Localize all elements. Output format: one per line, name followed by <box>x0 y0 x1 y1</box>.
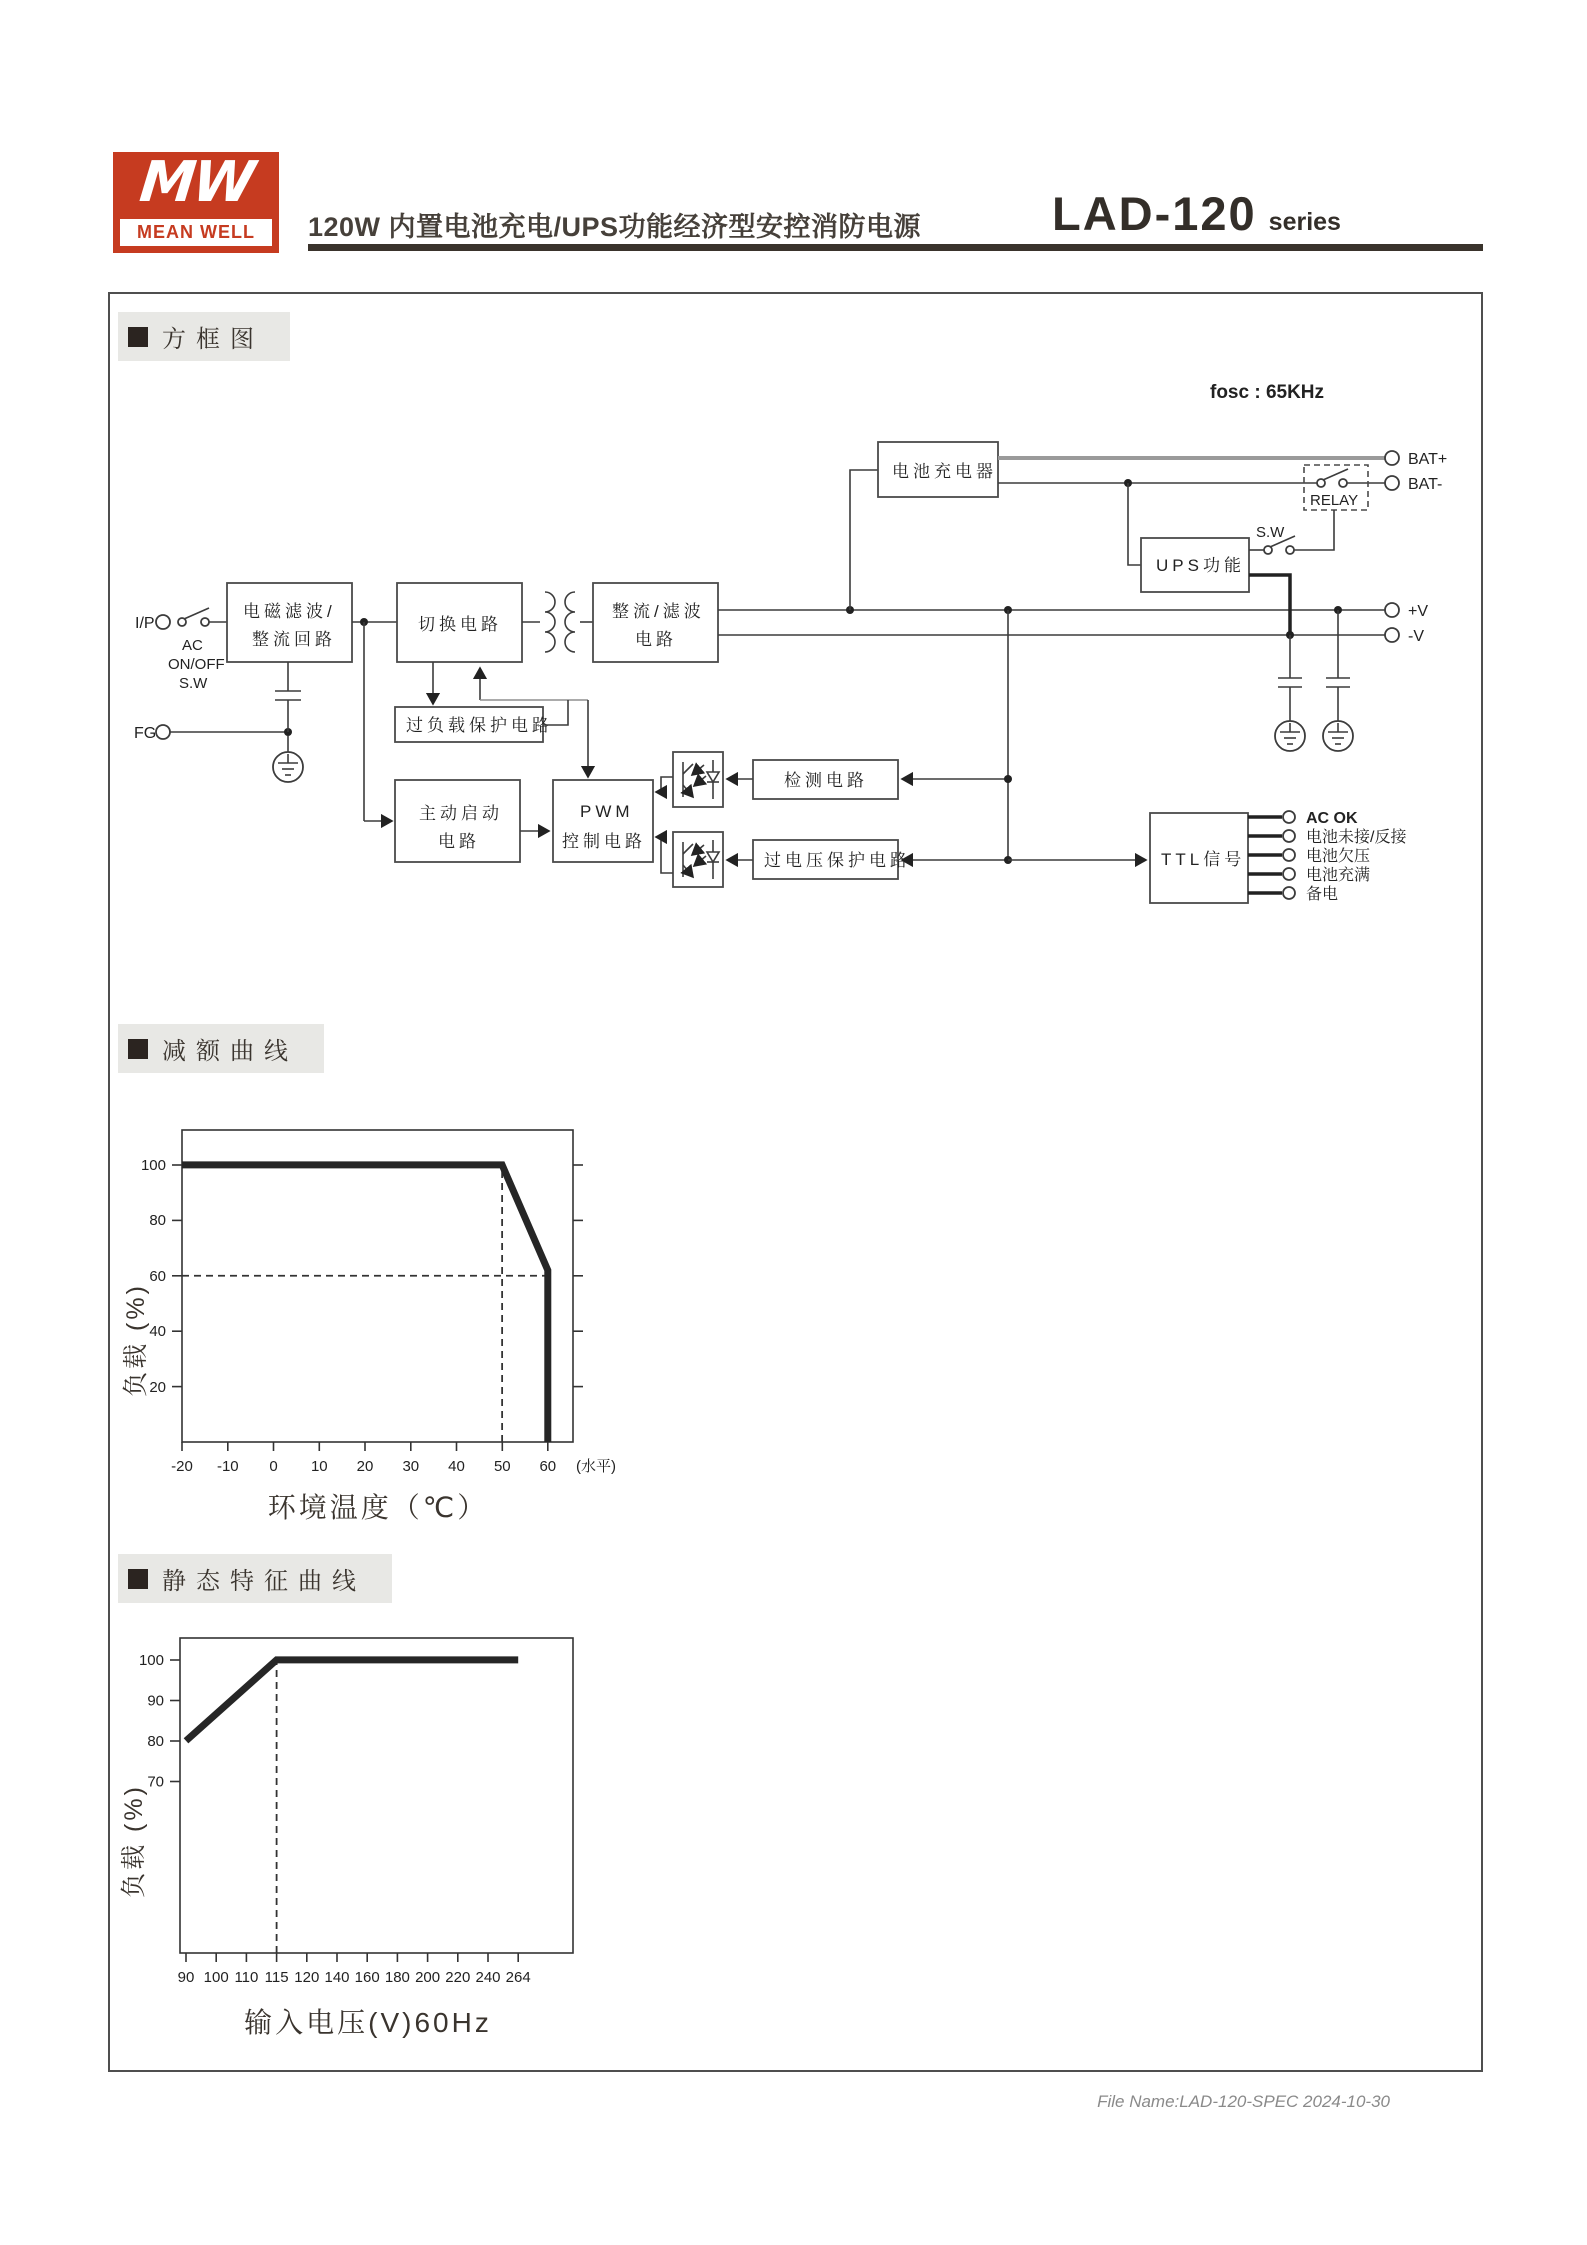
emi-filter-label-1: 电磁滤波/ <box>243 602 336 621</box>
y-capacitor-and-ground <box>273 662 303 782</box>
ttl-output-label: 电池欠压 <box>1306 848 1371 865</box>
ttl-output-label: 电池未接/反接 <box>1306 829 1407 846</box>
ttl-output-label: 电池充满 <box>1306 867 1371 884</box>
input-terminal-fg <box>134 725 292 742</box>
input-terminal-ip <box>135 608 227 692</box>
y-tick-label: 20 <box>149 1379 166 1396</box>
emi-filter-label-2: 整流回路 <box>252 630 336 649</box>
overload-protection-box <box>395 662 588 777</box>
x-tick-label: 50 <box>493 1458 511 1475</box>
detection-label: 检测电路 <box>784 771 868 790</box>
onoff-label: ON/OFF <box>168 656 225 673</box>
x-tick-label: 220 <box>445 1969 471 1986</box>
logo-brand-name: MEAN WELL <box>120 219 272 246</box>
output-capacitor-plus <box>1323 610 1353 751</box>
optocoupler-1-icon <box>656 752 723 807</box>
output-capacitor-minus <box>1275 635 1305 751</box>
x-tick-label: 60 <box>539 1458 557 1475</box>
section-title: 减额曲线 <box>162 1038 298 1065</box>
derating-chart <box>118 1105 778 1565</box>
footer-file-name: File Name:LAD-120-SPEC 2024-10-30 <box>1097 2092 1390 2111</box>
overvoltage-protection-box <box>727 840 1008 879</box>
x-tick-label: 0 <box>269 1458 278 1475</box>
optocoupler-2-icon <box>656 832 723 887</box>
y-tick-label: 80 <box>149 1212 166 1229</box>
x-tick-label: 200 <box>415 1969 441 1986</box>
x-tick-label: 110 <box>234 1969 259 1986</box>
sw2-label: S.W <box>1256 524 1285 541</box>
section-title: 方框图 <box>162 326 264 353</box>
static-curve-line <box>186 1660 518 1741</box>
section-marker-icon <box>128 327 148 347</box>
guide-lines <box>182 1165 548 1442</box>
meanwell-logo <box>113 152 279 253</box>
x-axis-ticks <box>171 1442 616 1475</box>
y-axis-title: 负载 (%) <box>122 1283 150 1397</box>
x-axis-suffix: (水平) <box>576 1458 616 1475</box>
bat-minus-label: BAT- <box>1408 476 1443 493</box>
emi-filter-box <box>227 583 352 662</box>
ttl-output-label: 备电 <box>1306 886 1339 903</box>
x-tick-label: 90 <box>177 1969 195 1986</box>
v-minus-label: -V <box>1408 628 1424 645</box>
logo-mw-icon: MW <box>136 150 256 215</box>
relay-label: RELAY <box>1310 492 1359 509</box>
relay-box <box>1304 465 1368 510</box>
y-tick-label: 90 <box>147 1692 164 1710</box>
x-axis-title: 环境温度（℃） <box>267 1492 489 1523</box>
x-tick-label: -20 <box>171 1458 193 1475</box>
section-header-block-diagram <box>118 312 290 361</box>
x-tick-label: 20 <box>356 1458 374 1475</box>
x-tick-label: 40 <box>448 1458 465 1475</box>
battery-output-lines <box>998 451 1447 493</box>
x-tick-label: 160 <box>354 1969 380 1986</box>
x-axis-title: 输入电压(V)60Hz <box>244 2007 492 2038</box>
y-tick-label: 70 <box>147 1773 164 1791</box>
ovp-label: 过电压保护电路 <box>764 851 911 870</box>
active-start-box <box>395 780 549 862</box>
model-name <box>1052 186 1341 241</box>
pwm-control-box <box>553 780 653 862</box>
x-tick-label: 115 <box>264 1969 289 1986</box>
battery-charger-box <box>850 442 998 610</box>
rectifier-filter-box <box>593 583 718 662</box>
transformer-icon <box>522 592 593 652</box>
x-tick-label: 100 <box>203 1969 229 1986</box>
section-title: 静态特征曲线 <box>162 1568 366 1595</box>
ttl-label: TTL信号 <box>1161 850 1246 869</box>
sw-label: S.W <box>179 675 208 692</box>
ups-label: UPS功能 <box>1156 556 1245 575</box>
y-tick-label: 100 <box>140 1157 166 1174</box>
page-title: 120W 内置电池充电/UPS功能经济型安控消防电源 <box>308 212 922 242</box>
x-tick-label: 120 <box>294 1969 320 1986</box>
bat-plus-label: BAT+ <box>1408 451 1448 468</box>
ac-label: AC <box>182 637 203 654</box>
detection-circuit-box <box>727 760 1008 799</box>
y-tick-label: 80 <box>147 1733 164 1750</box>
model-series: series <box>1268 208 1341 236</box>
ttl-output-backup <box>1248 885 1338 903</box>
y-tick-label: 60 <box>149 1268 166 1285</box>
block-diagram <box>112 365 1480 985</box>
pwm-label-1: PWM <box>580 802 634 821</box>
ttl-signal-box <box>1150 813 1248 903</box>
static-characteristic-chart <box>118 1616 778 2066</box>
ttl-output-battery-open <box>1248 828 1407 846</box>
pwm-label-2: 控制电路 <box>562 832 646 851</box>
v-plus-label: +V <box>1408 603 1429 620</box>
overload-label: 过负载保护电路 <box>406 716 553 735</box>
y-tick-label: 40 <box>149 1323 166 1340</box>
active-start-label-1: 主动启动 <box>419 804 503 823</box>
model-number: LAD-120 <box>1052 187 1257 240</box>
section-marker-icon <box>128 1039 148 1059</box>
x-tick-label: 140 <box>324 1969 350 1986</box>
emi-to-switching-wire <box>352 618 397 821</box>
rectifier-label-1: 整流/滤波 <box>612 602 705 621</box>
y-axis-title: 负载 (%) <box>120 1784 148 1898</box>
ttl-output-battery-full <box>1248 866 1370 884</box>
x-tick-label: 240 <box>475 1969 501 1986</box>
fg-label: FG <box>134 725 157 742</box>
x-axis-ticks <box>178 1953 531 1986</box>
ttl-output-acok <box>1248 810 1358 827</box>
fosc-frequency-label: fosc : 65KHz <box>1210 382 1325 403</box>
x-tick-label: 180 <box>384 1969 410 1986</box>
ttl-output-battery-low <box>1248 847 1370 865</box>
y-tick-label: 100 <box>138 1652 164 1669</box>
ups-function-box <box>1128 483 1334 635</box>
ttl-output-label: AC OK <box>1306 810 1358 827</box>
section-marker-icon <box>128 1569 148 1589</box>
x-tick-label: 264 <box>505 1969 531 1986</box>
charger-label: 电池充电器 <box>892 462 997 481</box>
feedback-line <box>1004 610 1146 864</box>
plot-area <box>180 1638 573 1953</box>
output-rails <box>718 603 1428 645</box>
derating-curve-line <box>182 1165 548 1442</box>
x-tick-label: 10 <box>310 1458 328 1475</box>
switching-label: 切换电路 <box>418 615 502 634</box>
y-axis-ticks <box>139 1652 180 1791</box>
active-start-label-2: 电路 <box>438 832 480 851</box>
x-tick-label: -10 <box>216 1458 239 1475</box>
switching-circuit-box <box>397 583 522 662</box>
title-underline <box>308 244 1483 251</box>
plot-area <box>182 1130 573 1442</box>
section-header-derating <box>118 1024 324 1073</box>
x-tick-label: 30 <box>402 1458 420 1475</box>
rectifier-label-2: 电路 <box>635 630 677 649</box>
ip-label: I/P <box>135 615 155 632</box>
